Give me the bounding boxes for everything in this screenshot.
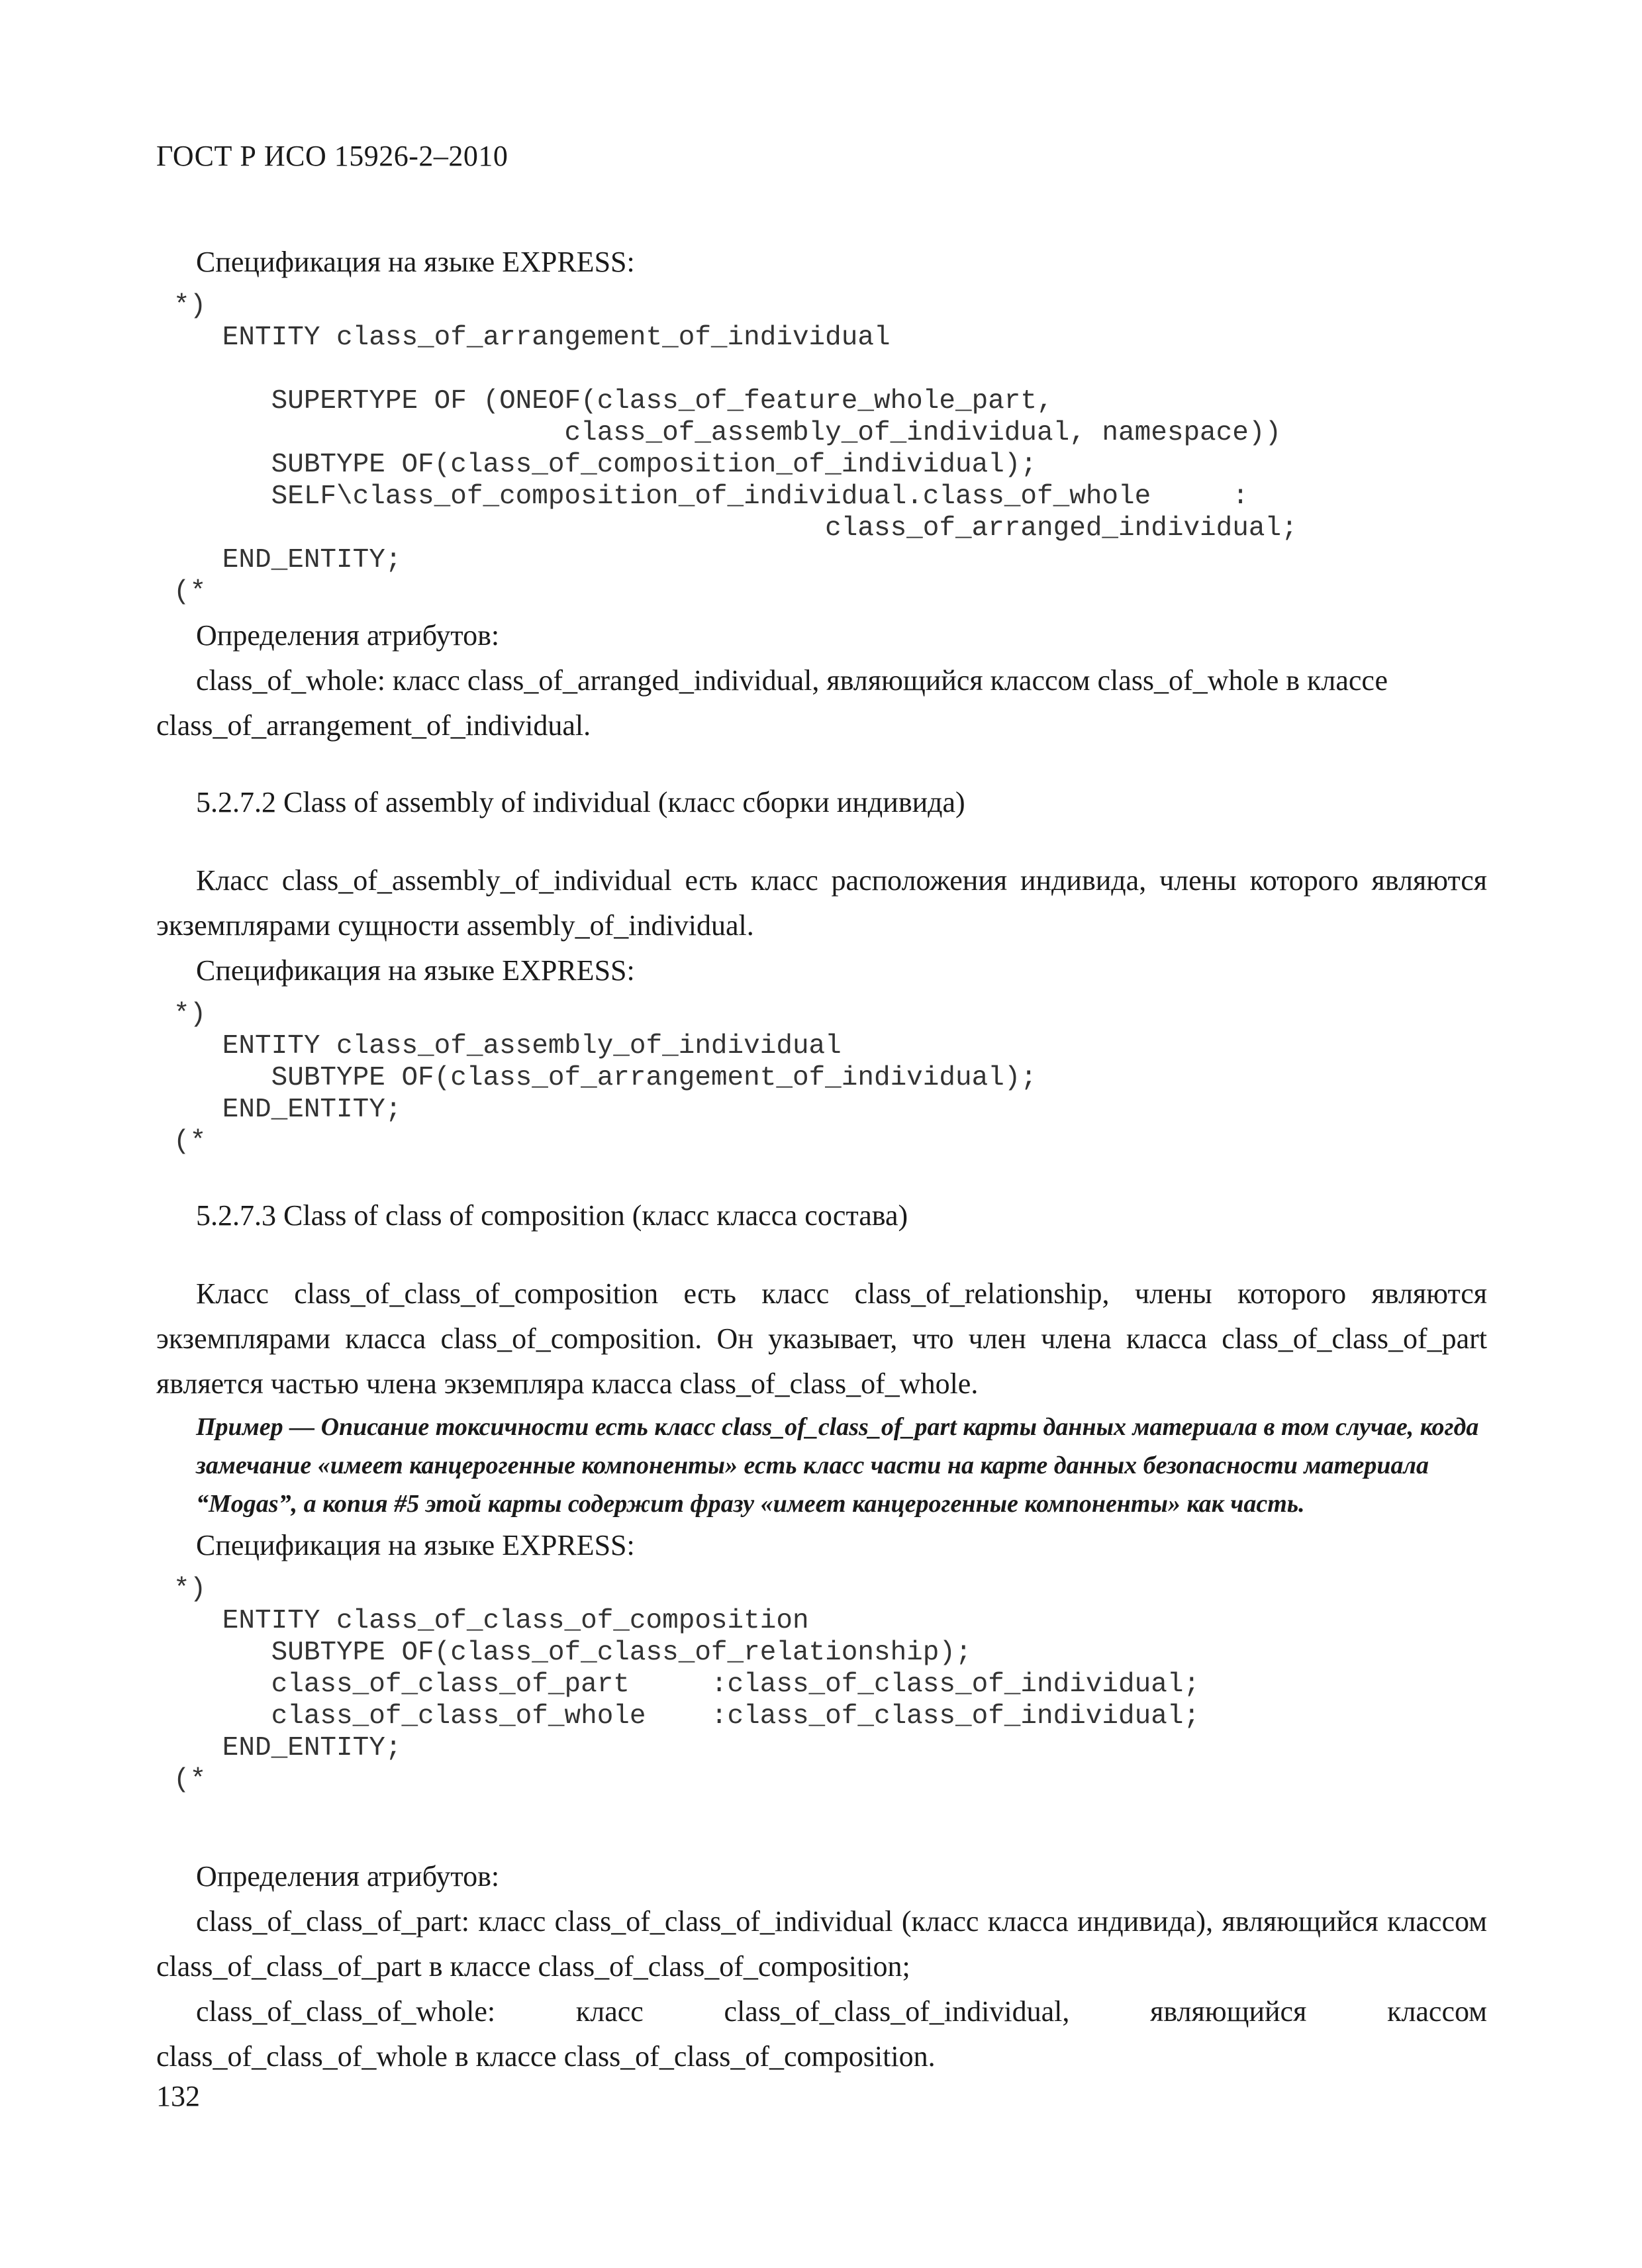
attr-def-3a: class_of_class_of_part: класс class_of_class_of_individual (класс класса индивида), являющийся классом class_of_class_of_part в классе class_of_class_of_composition; <box>156 1905 1487 1983</box>
attr-def-1-line2: class_of_arrangement_of_individual. <box>156 709 591 742</box>
attr-def-3b: class_of_class_of_whole: класс class_of_class_of_individual, являющийся классом class_of_class_of_whole в классе class_of_class_of_composition. <box>156 1995 1487 2073</box>
section-text-5-2-7-3: Класс class_of_class_of_composition есть класс class_of_relationship, члены которого являются экземплярами класса class_of_composition. Он указывает, что член члена класса class_of_class_of_part является частью члена экземпляра класса class_of_class_of_whole. <box>156 1277 1487 1400</box>
page-number: 132 <box>156 2080 200 2112</box>
spec-label-1: Спецификация на языке EXPRESS: <box>196 246 635 278</box>
document-header: ГОСТ Р ИСО 15926-2–2010 <box>156 140 508 172</box>
section-heading-5-2-7-3: 5.2.7.3 Class of class of composition (класс класса состава) <box>196 1199 908 1232</box>
attr-def-1-line1: class_of_whole: класс class_of_arranged_individual, являющийся классом class_of_whole в классе <box>196 664 1388 697</box>
attr-label-1: Определения атрибутов: <box>196 619 500 652</box>
example-note: Пример — Описание токсичности есть класс class_of_class_of_part карты данных материала в том случае, когда замечание «имеет канцерогенные компоненты» есть класс части на карте данных безопасности материала “Mogas”, а копия #5 этой карты содержит фразу «имеет канцерогенные компоненты» как часть. <box>196 1413 1479 1518</box>
spec-label-3: Спецификация на языке EXPRESS: <box>196 1529 635 1561</box>
section-text-5-2-7-2: Класс class_of_assembly_of_individual есть класс расположения индивида, члены которого являются экземплярами сущности assembly_of_individual. <box>156 864 1487 942</box>
spec-label-2: Спецификация на языке EXPRESS: <box>196 954 635 987</box>
express-code-2: *) ENTITY class_of_assembly_of_individual SUBTYPE OF(class_of_arrangement_of_individual); END_ENTITY; (* <box>173 999 1038 1157</box>
express-code-1: *) ENTITY class_of_arrangement_of_individual SUPERTYPE OF (ONEOF(class_of_feature_whole_part, class_of_assembly_of_individual, namespace)) SUBTYPE OF(class_of_composition_of_individual); SELF\class_of_composition_of_individual.class_of_whole : class_of_arranged_individual; END_ENTITY; (* <box>173 291 1298 607</box>
section-heading-5-2-7-2: 5.2.7.2 Class of assembly of individual (класс сборки индивида) <box>196 786 965 818</box>
express-code-3: *) ENTITY class_of_class_of_composition SUBTYPE OF(class_of_class_of_relationship); class_of_class_of_part :class_of_class_of_individual; class_of_class_of_whole :class_of_class_of_individual; END_ENTITY; (* <box>173 1574 1200 1795</box>
attr-label-3: Определения атрибутов: <box>196 1860 500 1893</box>
